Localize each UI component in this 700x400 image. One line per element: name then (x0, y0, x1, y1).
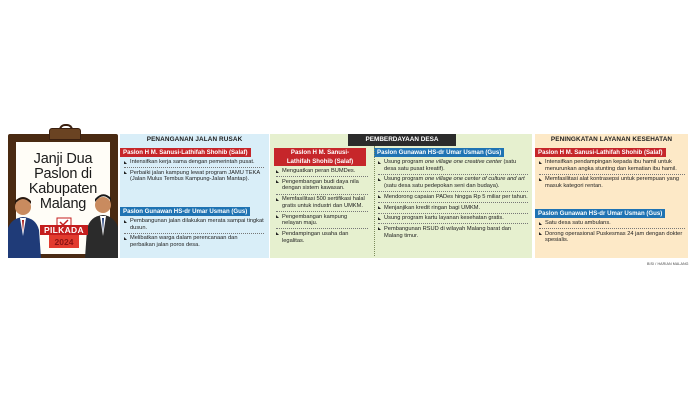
candidate-left-illustration (8, 196, 42, 258)
paslon-salaf-tag: Paslon H M. Sanusi- Lathifah Shohib (Salaf) (274, 148, 366, 166)
list-item: Melibatkan warga dalam perencanaan dan perbaikan jalan poros desa. (124, 235, 264, 250)
promise-list (378, 159, 528, 242)
candidate-right-illustration (84, 194, 118, 258)
paslon-gus-tag: Paslon Gunawan HS-dr Umar Usman (Gus) (374, 148, 504, 157)
promise-list (276, 168, 368, 247)
clipboard-clip (49, 128, 81, 140)
list-item: Intensifkan pendampingan kepada ibu hamil untuk menurunkan angka stunting dan kematian ibu hamil. (539, 159, 685, 175)
column-health-services (535, 134, 688, 258)
paslon-gus-tag: Paslon Gunawan HS-dr Umar Usman (Gus) (120, 207, 250, 216)
list-item: Menguatkan peran BUMDes. (276, 168, 368, 177)
column-heading: PENINGKATAN LAYANAN KESEHATAN (550, 136, 673, 143)
list-item: Pembangunan RSUD di wilayah Malang barat dan Malang timur. (378, 226, 528, 241)
list-item: Pengembangan kampung nelayan maju. (276, 214, 368, 230)
list-item: Memfasilitasi alat kontrasepsi untuk perempuan yang masuk kategori rentan. (539, 176, 685, 191)
list-item: Usung program kartu layanan kesehatan gratis. (378, 215, 528, 224)
promise-list (124, 218, 264, 252)
list-item: Menjanjikan kredit ringan bagi UMKM. (378, 205, 528, 214)
list-item: Usung program one village one center of culture and art (satu desa satu pedepokan seni dan budaya). (378, 176, 528, 192)
list-item: Satu desa satu ambulans. (539, 220, 685, 229)
list-item: Mendorong capaian PADes hingga Rp 5 miliar per tahun. (378, 194, 528, 203)
column-heading: PEMBERDAYAAN DESA (348, 134, 456, 146)
promise-list (124, 159, 264, 186)
pilkada-year: 2024 (54, 237, 74, 247)
pilkada-label: PILKADA (40, 225, 88, 235)
list-item: Intensifkan kerja sama dengan pemerintah pusat. (124, 159, 264, 168)
paslon-salaf-tag: Paslon H M. Sanusi-Lathifah Shohib (Salaf) (120, 148, 251, 157)
list-item: Memfasilitasi 500 sertifikasi halal gratis untuk industri dan UMKM. (276, 196, 368, 212)
paslon-gus-tag: Paslon Gunawan HS-dr Umar Usman (Gus) (535, 209, 665, 218)
infographic-title: Janji Dua Paslon di Kabupaten Malang (28, 151, 98, 212)
list-item: Dorong operasional Puskesmas 24 jam dengan dokter spesialis. (539, 231, 685, 246)
list-item: Pengembangan budi daya nila dengan sistem kawasan. (276, 179, 368, 195)
list-item: Usung program one village one creative center (satu desa satu pusat kreatif). (378, 159, 528, 175)
promise-list (539, 159, 685, 193)
list-item: Perbaiki jalan kampung lewat program JAMU TEKA (Jalan Mulus Tembus Kampung-Jalan Mantap). (124, 170, 264, 185)
list-item: Pendampingan usaha dan legalitas. (276, 231, 368, 246)
list-item: Pembangunan jalan dilakukan merata sampai tingkat dusun. (124, 218, 264, 234)
column-divider (374, 146, 375, 256)
promise-list (539, 220, 685, 247)
column-village-empowerment (270, 134, 532, 258)
column-heading: PENANGANAN JALAN RUSAK (146, 136, 243, 143)
paslon-salaf-tag: Paslon H M. Sanusi-Lathifah Shohib (Salaf) (535, 148, 666, 157)
source-credit: BISI / HARIAN MALANG (647, 262, 689, 266)
column-road-repair (120, 134, 269, 258)
